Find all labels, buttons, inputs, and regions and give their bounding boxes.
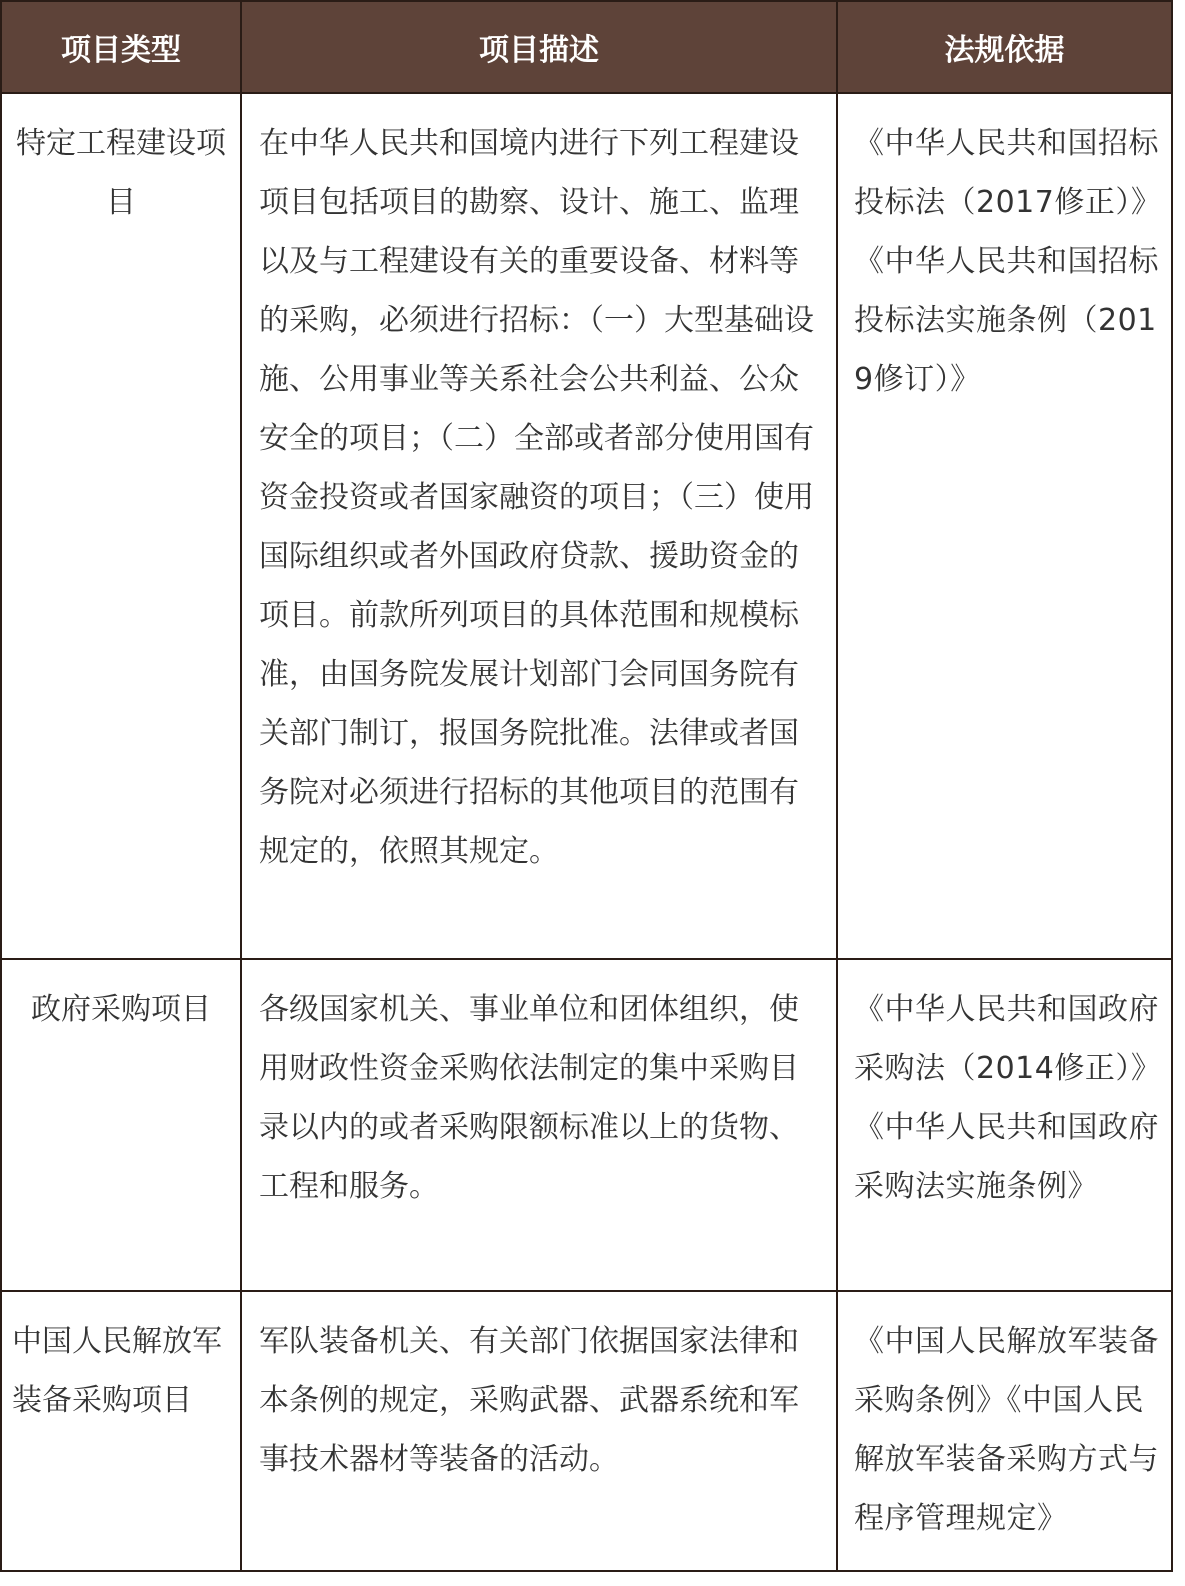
cell-project-type: 特定工程建设项目 [1,93,241,959]
cell-legal-basis: 《中华人民共和国招标投标法（2017修正）》《中华人民共和国招标投标法实施条例（2019修订）》 [837,93,1172,959]
table-row [1,959,1172,1291]
header-project-description: 项目描述 [241,1,837,93]
table-row [1,93,1172,959]
cell-project-type: 政府采购项目 [1,959,241,1291]
table-row [1,1291,1172,1571]
table-header-row [1,1,1172,93]
cell-project-description: 各级国家机关、事业单位和团体组织，使用财政性资金采购依法制定的集中采购目录以内的或者采购限额标准以上的货物、工程和服务。 [241,959,837,1291]
header-legal-basis: 法规依据 [837,1,1172,93]
cell-project-description: 军队装备机关、有关部门依据国家法律和本条例的规定，采购武器、武器系统和军事技术器材等装备的活动。 [241,1291,837,1571]
header-project-type: 项目类型 [1,1,241,93]
cell-legal-basis: 《中华人民共和国政府采购法（2014修正）》《中华人民共和国政府采购法实施条例》 [837,959,1172,1291]
cell-project-type: 中国人民解放军装备采购项目 [1,1291,241,1571]
cell-legal-basis: 《中国人民解放军装备采购条例》《中国人民解放军装备采购方式与程序管理规定》 [837,1291,1172,1571]
cell-project-description: 在中华人民共和国境内进行下列工程建设项目包括项目的勘察、设计、施工、监理以及与工程建设有关的重要设备、材料等的采购，必须进行招标：（一）大型基础设施、公用事业等关系社会公共利益、公众安全的项目；（二）全部或者部分使用国有资金投资或者国家融资的项目；（三）使用国际组织或者外国政府贷款、援助资金的项目。前款所列项目的具体范围和规模标准，由国务院发展计划部门会同国务院有关部门制订，报国务院批准。法律或者国务院对必须进行招标的其他项目的范围有规定的，依照其规定。 [241,93,837,959]
